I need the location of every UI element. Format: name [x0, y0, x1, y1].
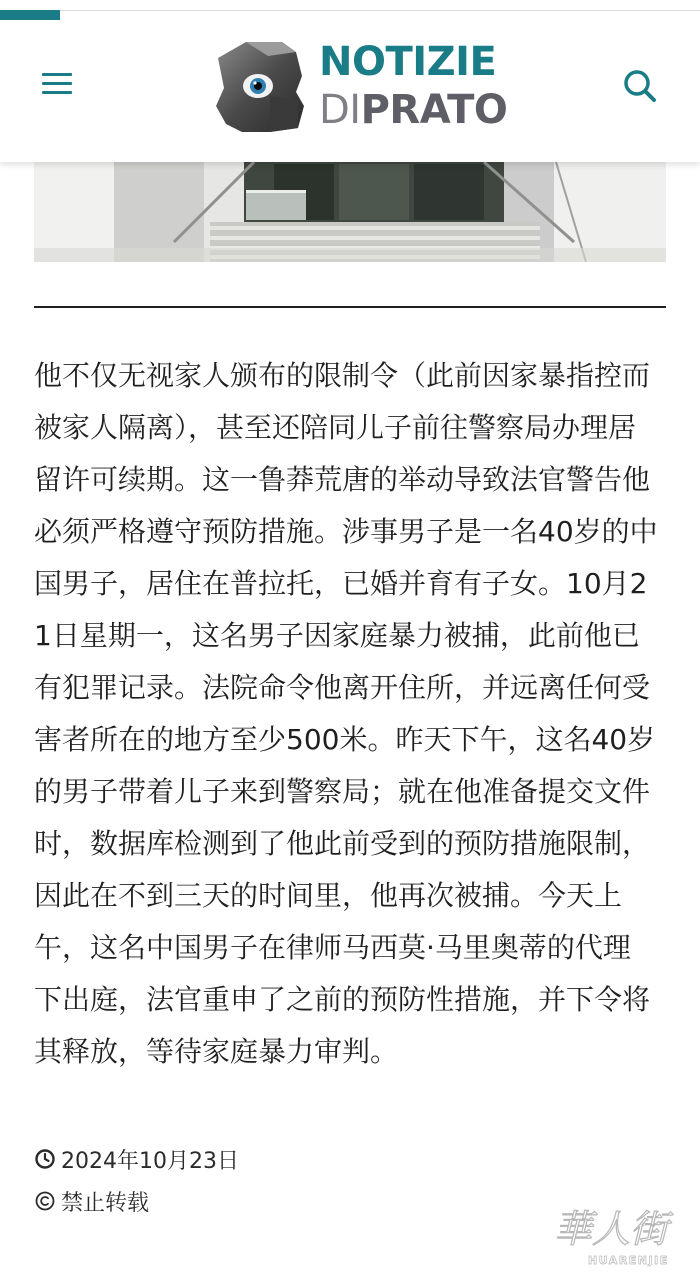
copyright-icon: [34, 1190, 56, 1212]
watermark-chinese-text: 華人街: [554, 1207, 669, 1251]
article-copyright: [34, 1186, 149, 1216]
logo-text-di: DI: [319, 87, 361, 133]
article-body: 他不仅无视家人颁布的限制令（此前因家暴指控而被家人隔离），甚至还陪同儿子前往警察局办理居留许可续期。这一鲁莽荒唐的举动导致法官警告他必须严格遵守预防措施。涉事男子是一名40岁的中国男子，居住在普拉托，已婚并育有子女。10月21日星期一，这名男子因家庭暴力被捕，此前他已有犯罪记录。法院命令他离开住所，并远离任何受害者所在的地方至少500米。昨天下午，这名40岁的男子带着儿子来到警察局；就在他准备提交文件时，数据库检测到了他此前受到的预防措施限制，因此在不到三天的时间里，他再次被捕。今天上午，这名中国男子在律师马西莫·马里奥蒂的代理下出庭，法官重申了之前的预防性措施，并下令将其释放，等待家庭暴力审判。: [34, 359, 658, 1068]
eye-sculpture-logo-icon: [212, 36, 312, 136]
article-hero-image: [34, 162, 666, 262]
logo-text-di-prato: [319, 86, 507, 134]
site-header: [0, 0, 700, 162]
article-date: [34, 1144, 239, 1174]
content-divider: [34, 306, 666, 308]
hamburger-menu-icon[interactable]: [38, 66, 76, 102]
building-entrance-photo: [34, 162, 666, 262]
watermark-latin-text: HUARENJIE: [588, 1254, 669, 1267]
logo-text-prato: PRATO: [360, 87, 508, 133]
clock-icon: [34, 1148, 56, 1170]
huarenjie-watermark-logo: [548, 1200, 694, 1270]
top-accent-bar: [0, 10, 60, 20]
site-logo[interactable]: [212, 36, 508, 136]
search-icon[interactable]: [620, 66, 660, 106]
logo-text-notizie: NOTIZIE: [319, 39, 497, 85]
top-border: [0, 10, 700, 11]
article-copyright-text: 禁止转载: [61, 1190, 150, 1216]
article-date-text: 2024年10月23日: [61, 1148, 239, 1174]
